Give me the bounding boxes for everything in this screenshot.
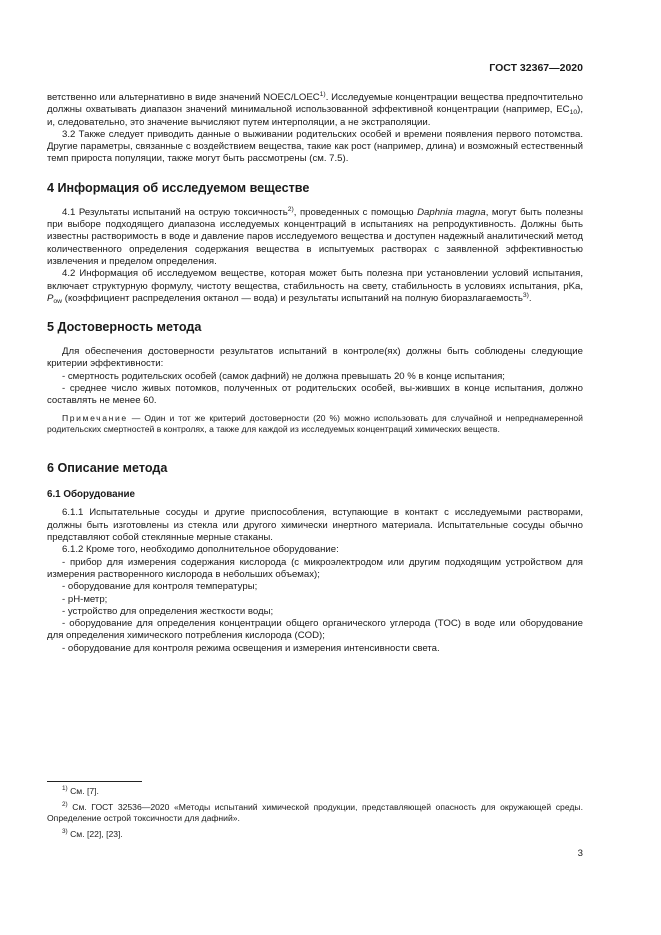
note-label: Примечание bbox=[62, 412, 128, 423]
equipment-item: - прибор для измерения содержания кислорода (с микроэлектродом или другим подходящим устройством для измерения растворенного кислорода в небольших объемах); bbox=[47, 556, 583, 580]
paragraph-6-1-1: 6.1.1 Испытательные сосуды и другие приспособления, вступающие в контакт с исследуемыми растворами, должны быть изготовлены из стекла или другого химически инертного материала. Испытательные сосуды обычно представляют собой стеклянные мерные стаканы. bbox=[47, 507, 583, 544]
note: Примечание — Один и тот же критерий достоверности (20 %) можно использовать для случайной и непреднамеренной родительских смертностей в контролях, а также для каждой из исследуемых концентраций химических веществ. bbox=[47, 412, 583, 435]
paragraph-4-1: 4.1 Результаты испытаний на острую токсичность$^{2)}$, проведенных с помощью Daphnia magna, могут быть полезны при выборе подходящего диапазона исследуемых концентраций в испытаниях на репродуктивность. Должны быть известны растворимость в воде и давление паров исследуемого вещества и доступен надежный аналитический метод количественного определения содержания вещества в испытуемых растворах с заявленной эффективностью извлечения и пределом определения. bbox=[47, 205, 584, 267]
standard-header: ГОСТ 32367—2020 bbox=[489, 62, 583, 74]
footnote-ref-2: 2) bbox=[287, 205, 294, 213]
equipment-item: - устройство для определения жесткости воды; bbox=[62, 605, 274, 617]
criteria-item-1: - смертность родительских особей (самок дафний) не должна превышать 20 % в конце испытания; bbox=[62, 370, 505, 382]
footnote-ref-1: 1) bbox=[319, 91, 326, 98]
subsection-6-1-heading: 6.1 Оборудование bbox=[47, 489, 135, 501]
equipment-item: - оборудование для определения концентрации общего органического углерода (TOC) в воде или оборудование для определения химического потребления кислорода (COD); bbox=[47, 618, 583, 642]
paragraph-3-1-continuation: ветственно или альтернативно в виде значений NOEC/LOEC$^{1)}$. Исследуемые концентрации вещества предпочтительно должны охватывать диапазон значений минимальной использованной эффективной концентрации (например, $EC_{10}$), и, следовательно, это значение вычисляют путем интерполяции, а не экстраполяции. bbox=[47, 91, 584, 128]
footnote-2: $^{2)}$ См. ГОСТ 32536—2020 «Методы испытаний химической продукции, представляющей опасность для окружающей среды. Определение острой токсичности для дафний». bbox=[47, 800, 583, 824]
footnote-3: $^{3)}$ См. [22], [23]. bbox=[62, 827, 123, 839]
paragraph-3-2: 3.2 Также следует приводить данные о выживании родительских особей и времени появления первого потомства. Другие параметры, связанные с воздействием вещества, такие как рост (например, длина) и возможный естественный темп прироста популяции, также могут быть рассмотрены (см. 7.5). bbox=[47, 128, 583, 165]
equipment-item: - pH-метр; bbox=[62, 593, 108, 605]
equipment-item: - оборудование для контроля температуры; bbox=[62, 581, 258, 593]
footnote-separator bbox=[47, 781, 142, 782]
section-6-heading: 6 Описание метода bbox=[47, 461, 168, 476]
species-name: Daphnia magna bbox=[417, 206, 486, 218]
footnotes bbox=[47, 786, 583, 844]
footnote-1: $^{1)}$ См. [7]. bbox=[62, 785, 99, 796]
footnote-ref-3: 3) bbox=[522, 291, 529, 299]
main-content bbox=[47, 92, 583, 655]
page-number: 3 bbox=[577, 848, 583, 859]
equipment-item: - оборудование для контроля режима освещения и измерения интенсивности света. bbox=[62, 642, 440, 654]
criteria-item-2: - среднее число живых потомков, полученных от родительских особей, вы-живших в конце испытания, должно составлять не менее 60. bbox=[47, 383, 583, 407]
paragraph-4-2: 4.2 Информация об исследуемом веществе, которая может быть полезна при установлении условий испытания, включает структурную формулу, чистоту вещества, стабильность на свету, стабильность в условиях испытания, pKa, $P_{ow}$ (коэффициент распределения октанол — вода) и результаты испытаний на полную биоразлагаемость$^{3)}$. bbox=[47, 268, 583, 305]
paragraph-6-1-2: 6.1.2 Кроме того, необходимо дополнительное оборудование: bbox=[62, 544, 339, 556]
paragraph-5-intro: Для обеспечения достоверности результатов испытаний в контроле(ях) должны быть соблюдены следующие критерии эффективности: bbox=[47, 346, 583, 370]
section-4-heading: 4 Информация об исследуемом веществе bbox=[47, 180, 310, 195]
section-5-heading: 5 Достоверность метода bbox=[47, 320, 202, 335]
